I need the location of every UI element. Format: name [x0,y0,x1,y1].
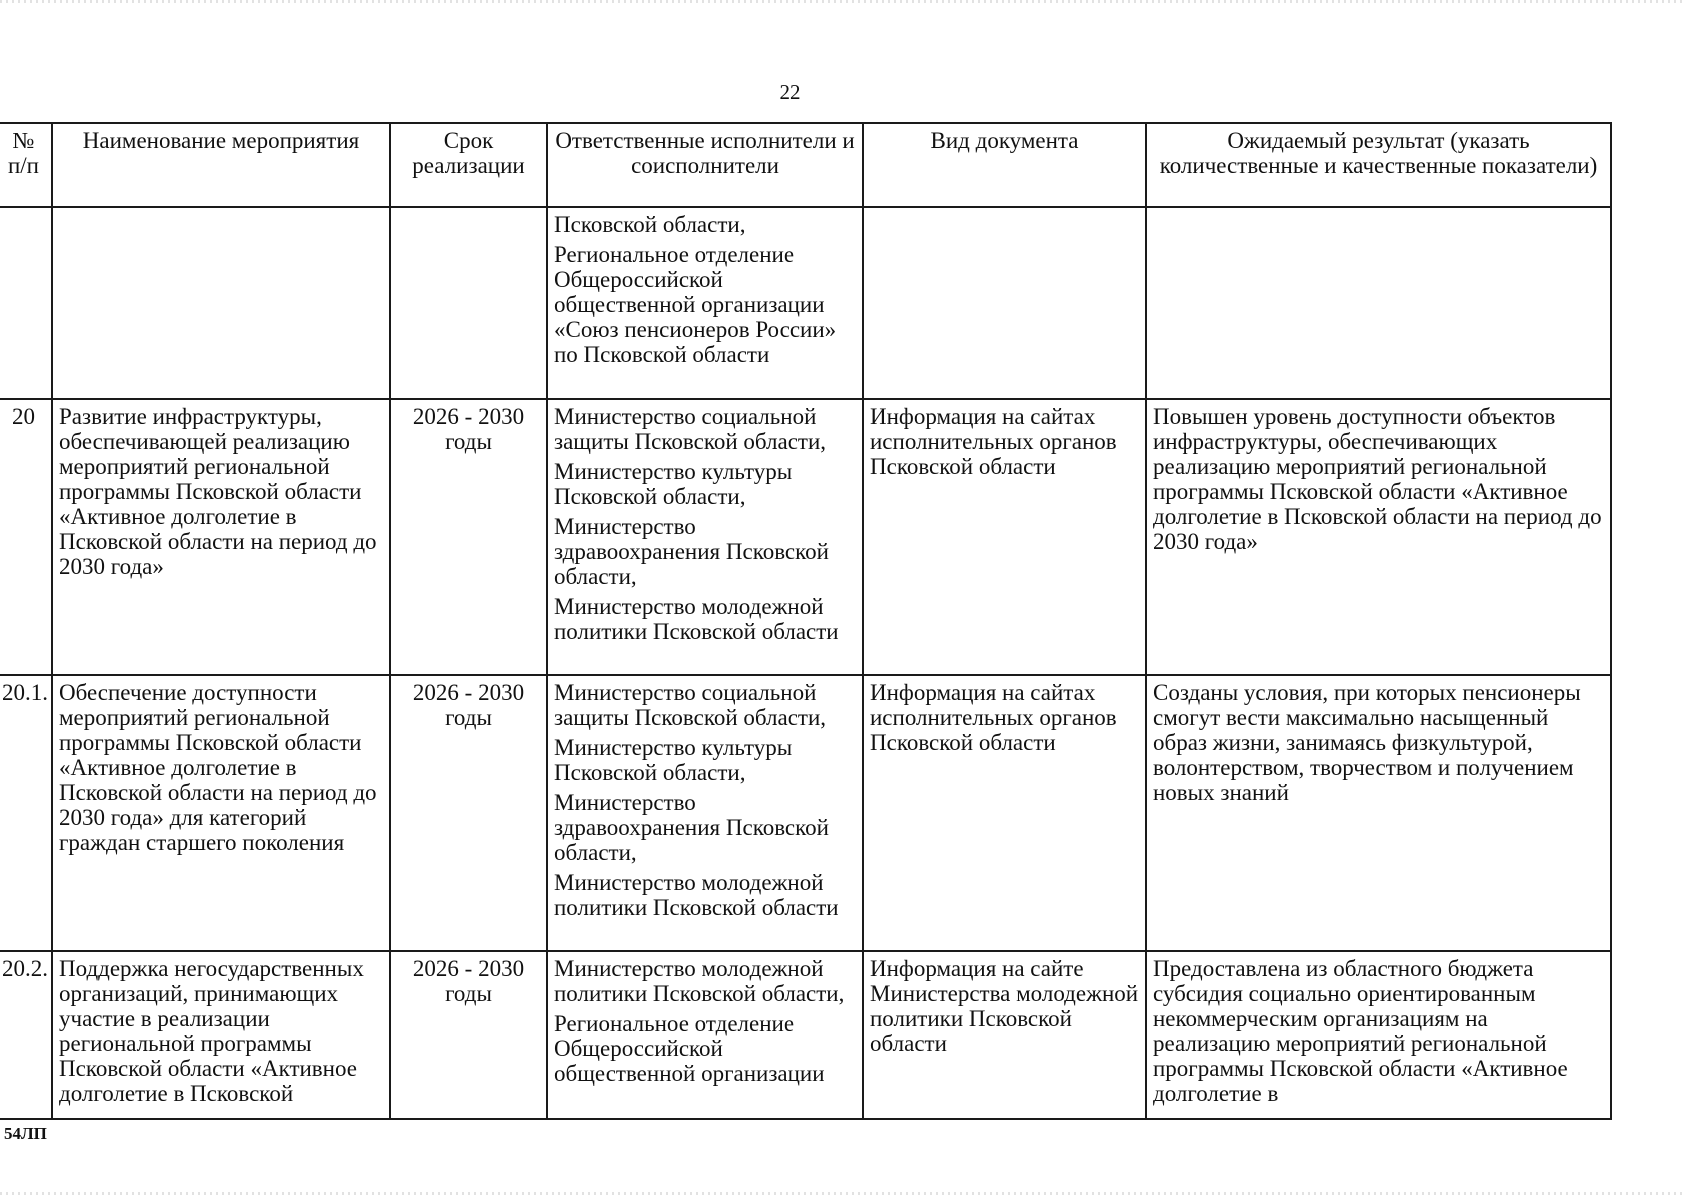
scan-edge-top [0,0,1686,3]
row-num: 20.2. [0,951,52,1119]
page-number: 22 [779,80,801,104]
table-header-row [0,123,1611,207]
row-name: Развитие инфраструктуры, обеспечивающей реализацию мероприятий региональной программы Псковской области «Активное долголетие в Псковской области на период до 2030 года» [52,399,390,675]
row-name: Обеспечение доступности мероприятий региональной программы Псковской области «Активное долголетие в Псковской области на период до 2030 года» для категорий граждан старшего поколения [52,675,390,951]
responsible-item: Министерство культуры Псковской области, [554,459,793,509]
row-responsible [547,951,863,1119]
responsible-item: Министерство молодежной политики Псковской области [554,870,839,920]
row-doc-type: Информация на сайтах исполнительных органов Псковской области [863,399,1146,675]
header-responsible: Ответственные исполнители и соисполнители [547,123,863,207]
row-responsible [547,675,863,951]
row-term: 2026 - 2030 годы [390,675,547,951]
header-term: Срок реализации [390,123,547,207]
row-num: 20 [0,399,52,675]
document-code: 54ЛП [4,1124,47,1143]
row-doc-type: Информация на сайте Министерства молодежной политики Псковской области [863,951,1146,1119]
row-term: 2026 - 2030 годы [390,399,547,675]
header-result: Ожидаемый результат (указать количественные и качественные показатели) [1146,123,1611,207]
action-plan-table [0,122,1612,1120]
row-doc-type [863,207,1146,399]
row-responsible [547,399,863,675]
header-name: Наименование мероприятия [52,123,390,207]
header-doc-type: Вид документа [863,123,1146,207]
responsible-item: Региональное отделение Общероссийской общественной организации «Союз пенсионеров России» по Псковской области [554,242,837,367]
responsible-item: Министерство молодежной политики Псковской области, [554,956,845,1006]
row-name: Поддержка негосударственных организаций, принимающих участие в реализации региональной программы Псковской области «Активное долголетие в Псковской [52,951,390,1119]
responsible-item: Региональное отделение Общероссийской общественной организации [554,1011,825,1086]
responsible-item: Министерство социальной защиты Псковской области, [554,680,827,730]
row-name [52,207,390,399]
header-num: № п/п [0,123,52,207]
row-doc-type: Информация на сайтах исполнительных органов Псковской области [863,675,1146,951]
row-num [0,207,52,399]
responsible-item: Министерство здравоохранения Псковской области, [554,790,829,865]
row-num: 20.1. [0,675,52,951]
row-result: Созданы условия, при которых пенсионеры смогут вести максимально насыщенный образ жизни, занимаясь физкультурой, волонтерством, творчеством и получением новых знаний [1146,675,1611,951]
responsible-item: Псковской области, [554,212,746,237]
responsible-item: Министерство социальной защиты Псковской области, [554,404,827,454]
row-responsible [547,207,863,399]
responsible-item: Министерство здравоохранения Псковской области, [554,514,829,589]
row-result: Повышен уровень доступности объектов инфраструктуры, обеспечивающих реализацию мероприятий региональной программы Псковской области «Активное долголетие в Псковской области на период до 2030 года» [1146,399,1611,675]
table-row [0,207,1611,399]
table-row [0,951,1611,1119]
scan-edge-bottom [0,1192,1686,1195]
table-row [0,399,1611,675]
responsible-item: Министерство культуры Псковской области, [554,735,793,785]
row-term [390,207,547,399]
row-result: Предоставлена из областного бюджета субсидия социально ориентированным некоммерческим организациям на реализацию мероприятий региональной программы Псковской области «Активное долголетие в [1146,951,1611,1119]
row-term: 2026 - 2030 годы [390,951,547,1119]
responsible-item: Министерство молодежной политики Псковской области [554,594,839,644]
table-row [0,675,1611,951]
row-result [1146,207,1611,399]
